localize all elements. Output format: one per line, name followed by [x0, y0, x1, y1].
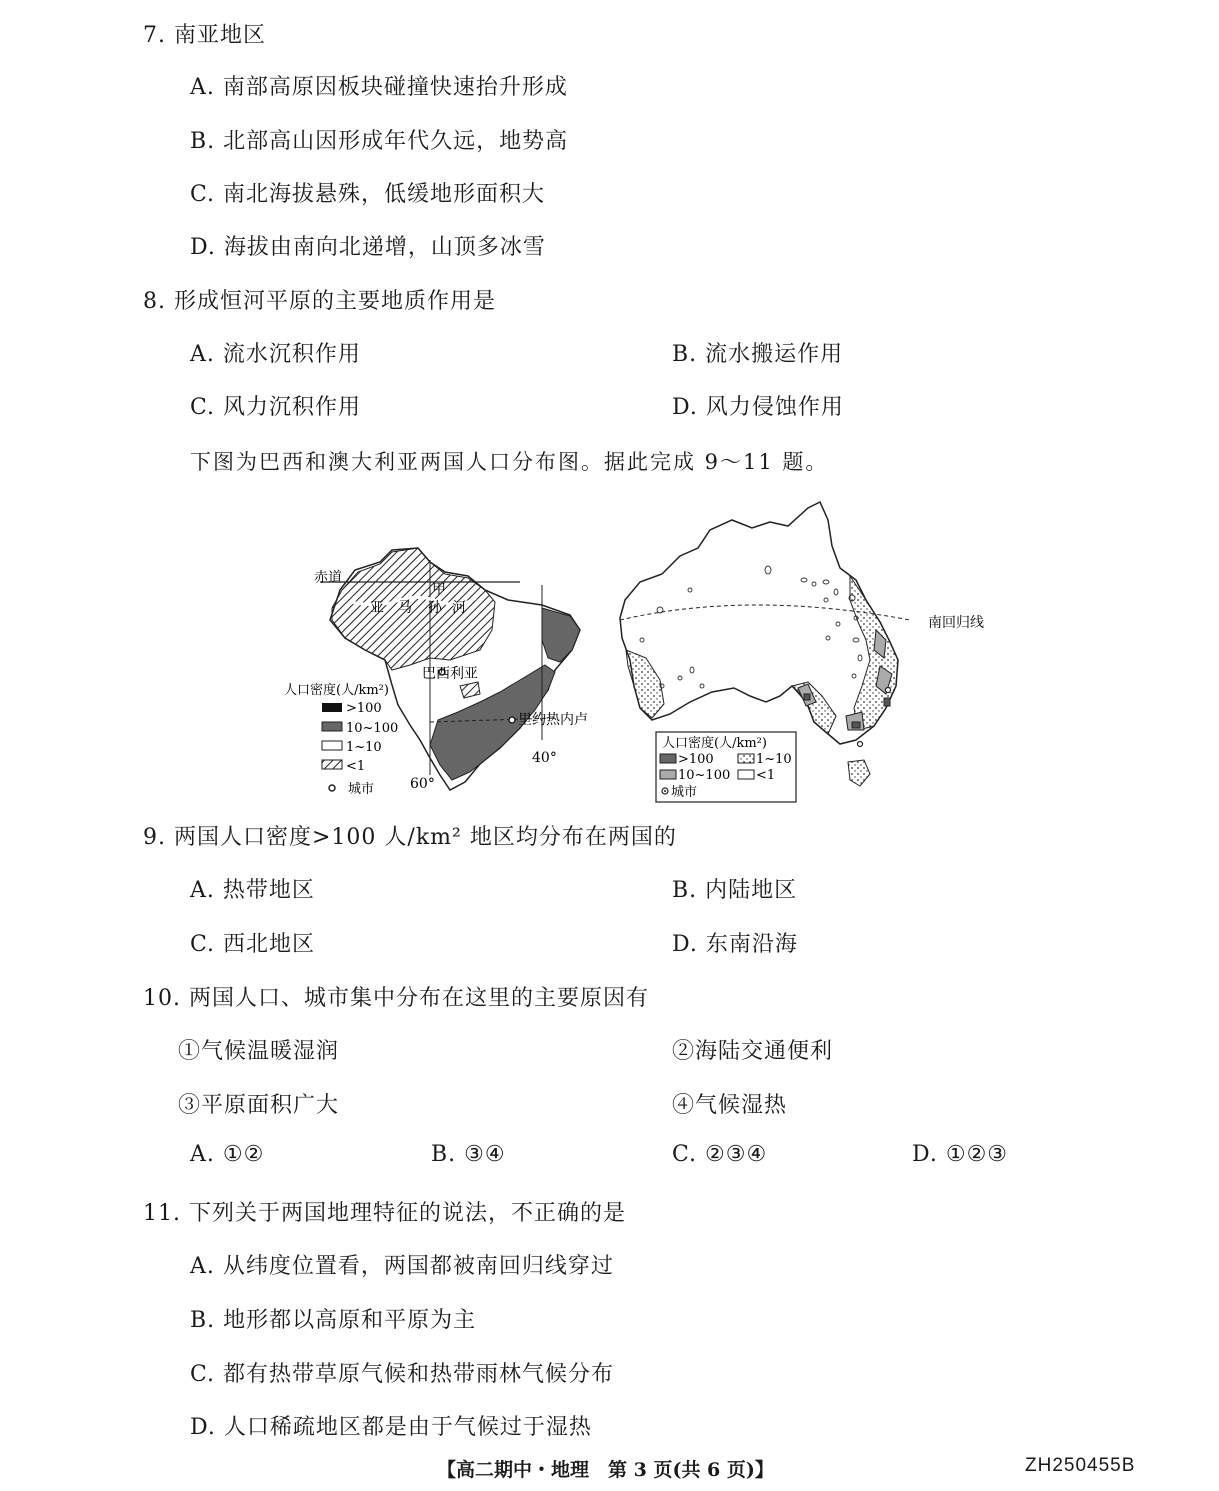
- australia-legend-item-1: >100: [678, 752, 714, 767]
- question-10-reason-3: ③平原面积广大: [178, 1093, 340, 1118]
- question-11-option-d: D. 人口稀疏地区都是由于气候过于湿热: [190, 1415, 592, 1440]
- australia-legend-city-icon-dot: [664, 790, 666, 792]
- brazil-legend: [284, 682, 398, 797]
- rio-label: 里约热内卢: [518, 712, 588, 728]
- question-10-stem: 10. 两国人口、城市集中分布在这里的主要原因有: [143, 986, 649, 1011]
- question-11-stem: 11. 下列关于两国地理特征的说法，不正确的是: [143, 1201, 626, 1226]
- question-10-reason-2: ②海陆交通便利: [672, 1039, 834, 1064]
- river-char-4: 甲: [432, 582, 446, 598]
- australia-legend-item-4: <1: [756, 768, 776, 783]
- equator-label: 赤道: [314, 570, 342, 586]
- brazil-legend-swatch-1: [322, 703, 342, 712]
- tasmania: [848, 760, 870, 786]
- longitude-40-label: 40°: [532, 750, 557, 766]
- australia-city-marker-1: [886, 688, 891, 693]
- australia-legend-swatch-3: [660, 770, 676, 779]
- river-char-5: 河: [452, 600, 466, 616]
- australia-legend-title: 人口密度(人/km²): [662, 736, 767, 751]
- australia-legend-swatch-1: [660, 754, 676, 763]
- longitude-60-label: 60°: [410, 776, 435, 792]
- question-7-option-b: B. 北部高山因形成年代久远，地势高: [190, 129, 569, 154]
- question-10-option-c: C. ②③④: [672, 1142, 768, 1167]
- river-char-1: 亚: [370, 600, 384, 616]
- australia-legend-item-3: 10~100: [678, 768, 731, 783]
- question-9-option-a: A. 热带地区: [190, 878, 315, 903]
- question-7-stem: 7. 南亚地区: [143, 23, 266, 48]
- question-10-reason-1: ①气候温暖湿润: [178, 1039, 340, 1064]
- australia-legend-swatch-4: [738, 770, 754, 779]
- brazil-legend-item-4: <1: [346, 759, 366, 774]
- brasilia-label: 巴西利亚: [422, 666, 478, 682]
- question-9-option-d: D. 东南沿海: [672, 932, 798, 957]
- question-7-option-c: C. 南北海拔悬殊，低缓地形面积大: [190, 182, 546, 207]
- question-11-option-b: B. 地形都以高原和平原为主: [190, 1308, 477, 1333]
- figure-intro: 下图为巴西和澳大利亚两国人口分布图。据此完成 9～11 题。: [190, 450, 829, 474]
- australia-dark-melbourne: [852, 722, 860, 728]
- brazil-legend-item-2: 10~100: [346, 721, 399, 736]
- brazil-legend-item-1: >100: [346, 701, 382, 716]
- question-7-option-a: A. 南部高原因板块碰撞快速抬升形成: [190, 75, 568, 100]
- question-10-option-a: A. ①②: [190, 1142, 265, 1167]
- brazil-legend-swatch-2: [322, 722, 342, 731]
- question-8-stem: 8. 形成恒河平原的主要地质作用是: [143, 289, 496, 314]
- maps-svg: [280, 490, 1000, 805]
- river-char-3: 孙: [428, 600, 442, 616]
- question-8-option-a: A. 流水沉积作用: [190, 342, 361, 367]
- paper-code: ZH250455B: [1025, 1455, 1136, 1476]
- river-char-2: 马: [398, 600, 412, 616]
- question-11-option-a: A. 从纬度位置看，两国都被南回归线穿过: [190, 1254, 614, 1279]
- australia-city-marker-2: [858, 742, 863, 747]
- brazil-legend-swatch-3: [322, 741, 342, 750]
- question-10-option-d: D. ①②③: [912, 1142, 1009, 1167]
- tropic-label: 南回归线: [928, 615, 984, 631]
- australia-legend-item-5: 城市: [671, 785, 698, 800]
- question-11-option-c: C. 都有热带草原气候和热带雨林气候分布: [190, 1362, 615, 1387]
- question-8-option-b: B. 流水搬运作用: [672, 342, 844, 367]
- brazil-map: [284, 548, 588, 797]
- question-9-option-c: C. 西北地区: [190, 932, 316, 957]
- australia-dark-sydney: [884, 698, 890, 706]
- brazil-hatched-amazon: [332, 548, 495, 670]
- population-maps-figure: [280, 490, 1000, 805]
- brazil-dark-coastal: [542, 608, 580, 662]
- question-10-reason-4: ④气候湿热: [672, 1093, 788, 1118]
- question-8-option-d: D. 风力侵蚀作用: [672, 395, 844, 420]
- australia-dark-adelaide: [804, 694, 810, 700]
- rio-city-marker: [509, 717, 515, 723]
- australia-map: [620, 502, 984, 802]
- brazil-legend-title: 人口密度(人/km²): [284, 683, 389, 698]
- brazil-legend-swatch-4: [322, 760, 342, 769]
- page-footer: 【高二期中・地理 第 3 页(共 6 页)】: [437, 1459, 774, 1481]
- question-9-stem: 9. 两国人口密度>100 人/km² 地区均分布在两国的: [143, 825, 677, 850]
- australia-legend-swatch-2: [738, 754, 754, 763]
- question-10-option-b: B. ③④: [431, 1142, 506, 1167]
- australia-legend-item-2: 1~10: [756, 752, 792, 767]
- question-8-option-c: C. 风力沉积作用: [190, 395, 362, 420]
- brazil-legend-city-icon: [329, 785, 335, 791]
- question-9-option-b: B. 内陆地区: [672, 878, 798, 903]
- brazil-legend-item-5: 城市: [348, 782, 375, 797]
- question-7-option-d: D. 海拔由南向北递增，山顶多冰雪: [190, 235, 546, 260]
- australia-legend: [656, 732, 796, 802]
- brazil-legend-item-3: 1~10: [346, 740, 382, 755]
